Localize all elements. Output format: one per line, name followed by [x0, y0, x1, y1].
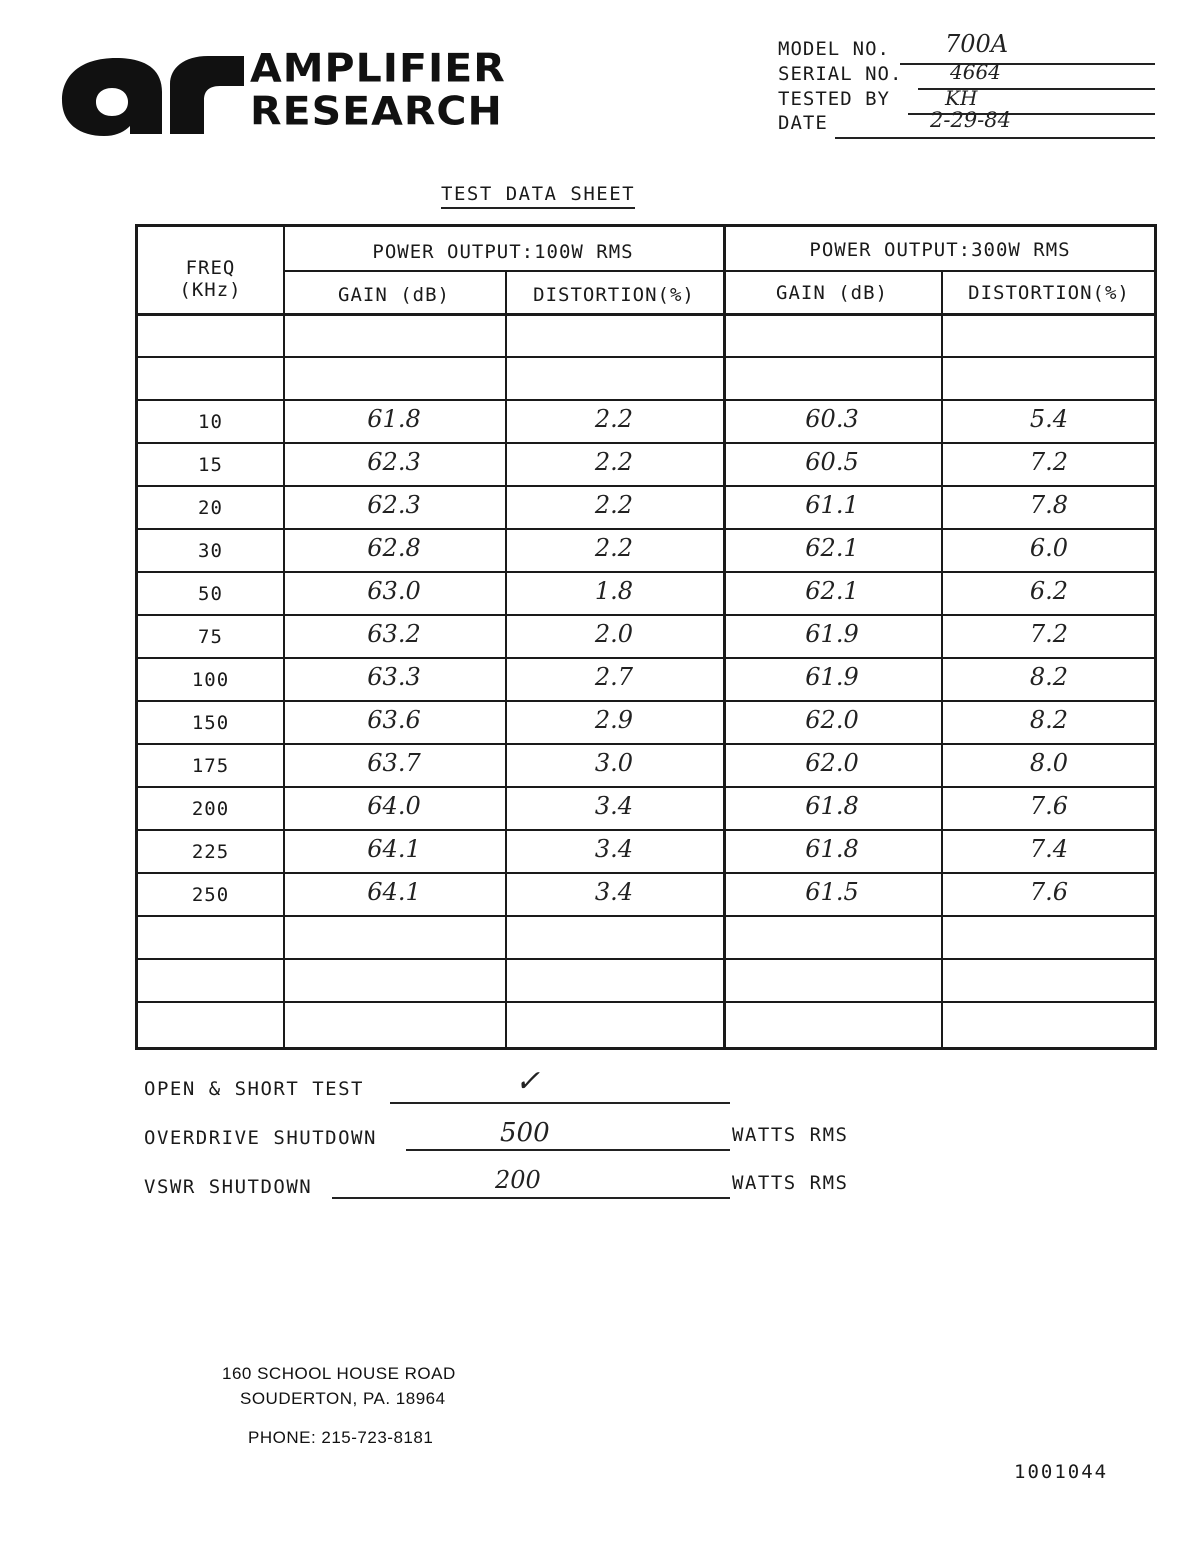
gain-100w-cell: 64.1: [367, 835, 421, 863]
gain-100w-cell: 62.3: [367, 448, 421, 476]
gain-300w-cell: 62.1: [805, 534, 859, 562]
gain-300w-cell: 62.1: [805, 577, 859, 605]
freq-cell: 150: [191, 712, 230, 734]
gain-header-100w: GAIN (dB): [338, 284, 450, 306]
model-value: 700A: [945, 30, 1009, 58]
distortion-300w-cell: 8.2: [1029, 663, 1069, 691]
vswr-label: VSWR SHUTDOWN: [144, 1176, 313, 1198]
model-label: MODEL NO.: [778, 38, 890, 60]
gain-100w-cell: 62.3: [367, 491, 421, 519]
date-line: [835, 137, 1155, 139]
overdrive-line: [406, 1149, 730, 1151]
distortion-100w-cell: 3.0: [594, 749, 634, 777]
overdrive-unit: WATTS RMS: [732, 1124, 849, 1146]
address-city: SOUDERTON, PA. 18964: [240, 1389, 446, 1408]
distortion-300w-cell: 7.4: [1029, 835, 1069, 863]
distortion-header-300w: DISTORTION(%): [968, 282, 1130, 304]
gain-300w-cell: 60.3: [805, 405, 859, 433]
group-header-100w: POWER OUTPUT:100W RMS: [372, 241, 634, 263]
open-short-check: ✓: [515, 1064, 541, 1099]
gain-300w-cell: 61.8: [805, 792, 859, 820]
gain-100w-cell: 63.2: [367, 620, 421, 648]
gain-300w-cell: 62.0: [805, 706, 859, 734]
tested-by-value: KH: [945, 86, 978, 110]
freq-cell: 175: [191, 755, 230, 777]
freq-cell: 15: [198, 454, 223, 476]
test-data-table: [135, 224, 1157, 1050]
company-logo-mark: [58, 48, 248, 138]
distortion-100w-cell: 2.2: [594, 534, 634, 562]
distortion-header-100w: DISTORTION(%): [533, 284, 695, 306]
distortion-100w-cell: 3.4: [594, 878, 634, 906]
distortion-300w-cell: 7.6: [1029, 792, 1069, 820]
sheet-title: TEST DATA SHEET: [441, 183, 635, 209]
freq-cell: 50: [198, 583, 223, 605]
distortion-100w-cell: 2.2: [594, 491, 634, 519]
freq-header-line2: (KHz): [179, 279, 242, 301]
gain-100w-cell: 62.8: [367, 534, 421, 562]
serial-value: 4664: [950, 60, 1001, 84]
distortion-100w-cell: 2.9: [594, 706, 634, 734]
vswr-value: 200: [495, 1166, 541, 1194]
address-street: 160 SCHOOL HOUSE ROAD: [222, 1364, 456, 1383]
distortion-100w-cell: 2.2: [594, 405, 634, 433]
gain-300w-cell: 61.5: [805, 878, 859, 906]
gain-300w-cell: 62.0: [805, 749, 859, 777]
group-header-300w: POWER OUTPUT:300W RMS: [809, 239, 1071, 261]
gain-100w-cell: 63.7: [367, 749, 421, 777]
overdrive-value: 500: [500, 1118, 550, 1148]
serial-label: SERIAL NO.: [778, 63, 903, 85]
freq-cell: 100: [191, 669, 230, 691]
date-label: DATE: [778, 112, 828, 134]
document-number: 1001044: [1014, 1461, 1109, 1483]
gain-100w-cell: 63.6: [367, 706, 421, 734]
distortion-300w-cell: 7.2: [1029, 620, 1069, 648]
gain-300w-cell: 61.1: [805, 491, 859, 519]
gain-300w-cell: 60.5: [805, 448, 859, 476]
gain-300w-cell: 61.9: [805, 620, 859, 648]
distortion-300w-cell: 8.2: [1029, 706, 1069, 734]
freq-cell: 20: [198, 497, 223, 519]
distortion-100w-cell: 3.4: [594, 792, 634, 820]
freq-header: [138, 257, 283, 301]
distortion-100w-cell: 3.4: [594, 835, 634, 863]
logo-word-amplifier: AMPLIFIER: [250, 45, 506, 91]
gain-100w-cell: 64.0: [367, 792, 421, 820]
gain-300w-cell: 61.9: [805, 663, 859, 691]
distortion-100w-cell: 1.8: [594, 577, 634, 605]
distortion-300w-cell: 6.0: [1029, 534, 1069, 562]
vswr-line: [332, 1197, 730, 1199]
distortion-100w-cell: 2.7: [594, 663, 634, 691]
freq-cell: 30: [198, 540, 223, 562]
model-line: [900, 63, 1155, 65]
gain-100w-cell: 63.0: [367, 577, 421, 605]
distortion-300w-cell: 7.6: [1029, 878, 1069, 906]
freq-cell: 200: [191, 798, 230, 820]
date-value: 2-29-84: [930, 108, 1011, 132]
gain-100w-cell: 61.8: [367, 405, 421, 433]
open-short-line: [390, 1102, 730, 1104]
distortion-300w-cell: 5.4: [1029, 405, 1069, 433]
logo-word-research: RESEARCH: [250, 88, 503, 134]
gain-300w-cell: 61.8: [805, 835, 859, 863]
distortion-100w-cell: 2.0: [594, 620, 634, 648]
gain-100w-cell: 64.1: [367, 878, 421, 906]
gain-100w-cell: 63.3: [367, 663, 421, 691]
distortion-300w-cell: 7.8: [1029, 491, 1069, 519]
freq-cell: 225: [191, 841, 230, 863]
open-short-label: OPEN & SHORT TEST: [144, 1078, 364, 1100]
freq-cell: 10: [198, 411, 223, 433]
freq-header-line1: FREQ: [185, 257, 236, 279]
address-phone: PHONE: 215-723-8181: [248, 1428, 434, 1447]
distortion-100w-cell: 2.2: [594, 448, 634, 476]
distortion-300w-cell: 7.2: [1029, 448, 1069, 476]
freq-cell: 75: [198, 626, 223, 648]
distortion-300w-cell: 8.0: [1029, 749, 1069, 777]
tested-by-label: TESTED BY: [778, 88, 890, 110]
freq-cell: 250: [191, 884, 230, 906]
gain-header-300w: GAIN (dB): [776, 282, 888, 304]
overdrive-label: OVERDRIVE SHUTDOWN: [144, 1127, 377, 1149]
vswr-unit: WATTS RMS: [732, 1172, 849, 1194]
distortion-300w-cell: 6.2: [1029, 577, 1069, 605]
